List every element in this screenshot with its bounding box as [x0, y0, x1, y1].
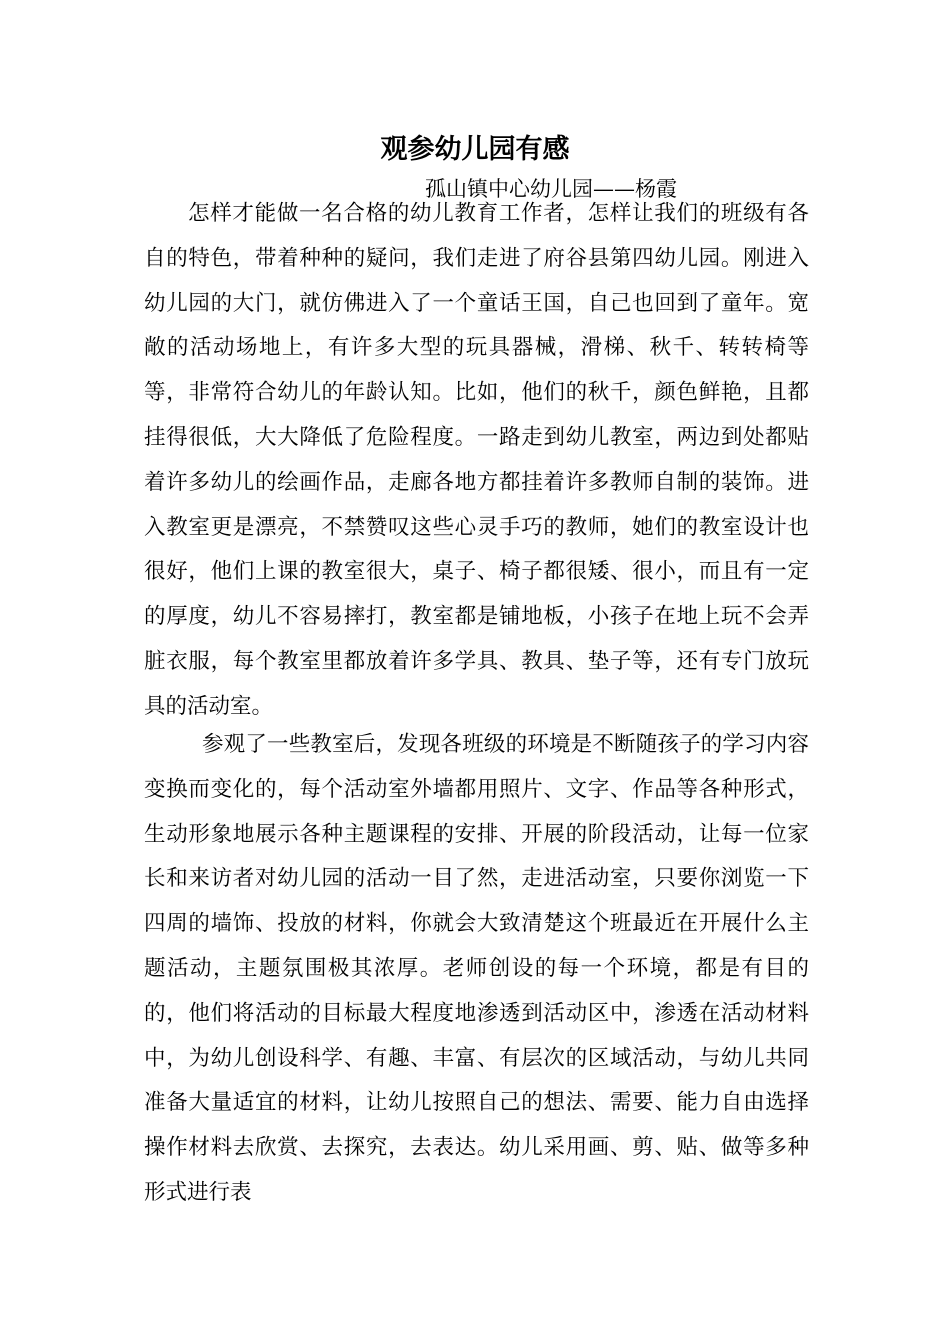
paragraph-2: 参观了一些教室后，发现各班级的环境是不断随孩子的学习内容变换而变化的，每个活动室外墙都用照片、文字、作品等各种形式，生动形象地展示各种主题课程的安排、开展的阶段活动，让每一位家长和来访者对幼儿园的活动一目了然，走进活动室，只要你浏览一下四周的墙饰、投放的材料，你就会大致清楚这个班最近在开展什么主题活动，主题氛围极其浓厚。老师创设的每一个环境，都是有目的的，他们将活动的目标最大程度地渗透到活动区中，渗透在活动材料中，为幼儿创设科学、有趣、丰富、有层次的区域活动，与幼儿共同准备大量适宜的材料，让幼儿按照自己的想法、需要、能力自由选择操作材料去欣赏、去探究，去表达。幼儿采用画、剪、贴、做等多种形式进行表: [144, 732, 809, 1205]
document-title: 观参幼儿园有感: [380, 134, 570, 165]
author-byline: 孤山镇中心幼儿园——杨霞: [425, 177, 677, 201]
paragraph-1: 怎样才能做一名合格的幼儿教育工作者，怎样让我们的班级有各自的特色，带着种种的疑问，我们走进了府谷县第四幼儿园。刚进入幼儿园的大门，就仿佛进入了一个童话王国，自己也回到了童年。宽敞的活动场地上，有许多大型的玩具器械，滑梯、秋千、转转椅等等，非常符合幼儿的年龄认知。比如，他们的秋千，颜色鲜艳，且都挂得很低，大大降低了危险程度。一路走到幼儿教室，两边到处都贴着许多幼儿的绘画作品，走廊各地方都挂着许多教师自制的装饰。进入教室更是漂亮，不禁赞叹这些心灵手巧的教师，她们的教室设计也很好，他们上课的教室很大，桌子、椅子都很矮、很小，而且有一定的厚度，幼儿不容易摔打，教室都是铺地板，小孩子在地上玩不会弄脏衣服，每个教室里都放着许多学具、教具、垫子等，还有专门放玩具的活动室。: [144, 201, 809, 719]
